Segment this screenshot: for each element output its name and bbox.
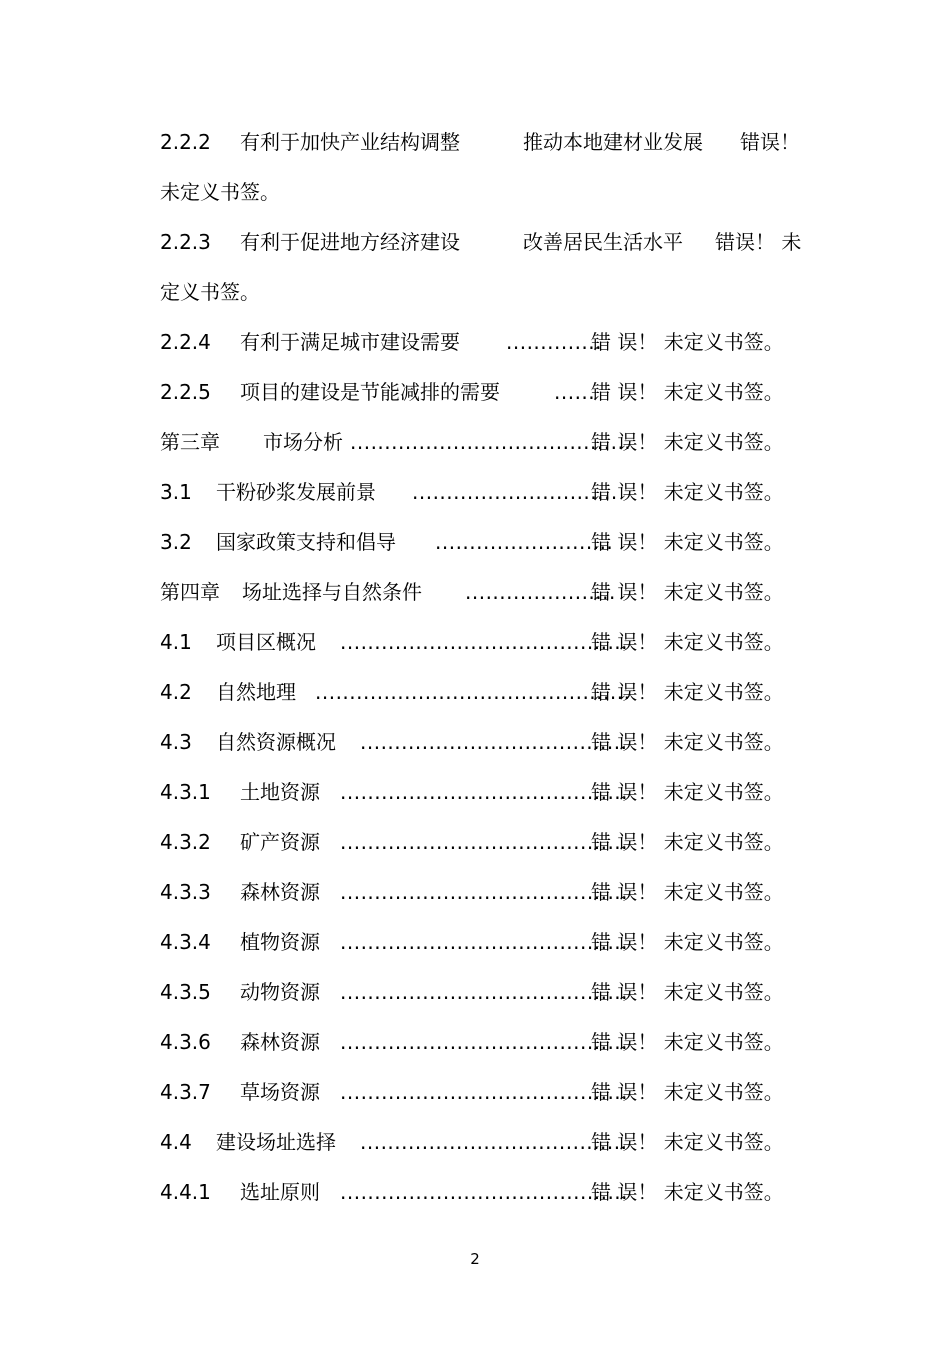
page-number: 2: [470, 1250, 480, 1268]
toc-entry-error-ref: 错 误！ 未定义书签。: [591, 930, 784, 954]
toc-entry-3-1[interactable]: [160, 467, 810, 517]
toc-entry-title: 自然资源概况: [216, 730, 336, 754]
toc-entry-4-3-6[interactable]: [160, 1017, 810, 1067]
toc-dot-leader: ..............: [506, 330, 603, 354]
toc-entry-title: 有利于加快产业结构调整: [240, 130, 460, 154]
toc-entry-number: 4.3.1: [160, 780, 211, 804]
toc-entry-title: 国家政策支持和倡导: [216, 530, 396, 554]
toc-entry-number: 2.2.5: [160, 380, 211, 404]
toc-entry-number: 4.3.7: [160, 1080, 211, 1104]
toc-entry-4-3-3[interactable]: [160, 867, 810, 917]
toc-entry-chapter-3[interactable]: [160, 417, 810, 467]
toc-entry-title: 森林资源: [240, 1030, 320, 1054]
toc-entry-number: 4.4.1: [160, 1180, 211, 1204]
toc-dot-leader: ..........................................: [340, 880, 629, 904]
toc-entry-title: 场址选择与自然条件: [242, 580, 422, 604]
table-of-contents: [160, 117, 810, 1217]
toc-dot-leader: ..........................................: [340, 1030, 629, 1054]
toc-entry-error-ref: 错 误！ 未定义书签。: [591, 630, 784, 654]
toc-entry-title: 项目区概况: [216, 630, 316, 654]
toc-dot-leader: ..........................................: [340, 630, 629, 654]
toc-entry-error-ref: 错 误！ 未定义书签。: [591, 730, 784, 754]
toc-entry-error-ref: 错 误！ 未定义书签。: [591, 530, 784, 554]
toc-entry-title: 草场资源: [240, 1080, 320, 1104]
toc-dot-leader: ..............................................: [315, 680, 631, 704]
toc-entry-error-ref: 错 误！ 未定义书签。: [591, 480, 784, 504]
toc-entry-number: 4.3.5: [160, 980, 211, 1004]
toc-entry-4-1[interactable]: [160, 617, 810, 667]
toc-entry-number: 4.4: [160, 1130, 192, 1154]
toc-dot-leader: ..........................................: [340, 830, 629, 854]
toc-entry-error-ref: 错 误！ 未定义书签。: [591, 430, 784, 454]
toc-dot-leader: ......: [554, 380, 596, 404]
toc-entry-4-3-5[interactable]: [160, 967, 810, 1017]
toc-entry-2-2-5[interactable]: [160, 367, 810, 417]
toc-entry-number: 2.2.4: [160, 330, 211, 354]
toc-entry-error-ref: 错 误！ 未定义书签。: [591, 1030, 784, 1054]
toc-entry-title: 森林资源: [240, 880, 320, 904]
toc-entry-title: 项目的建设是节能减排的需要: [240, 380, 500, 404]
toc-entry-error-ref: 错 误！ 未定义书签。: [591, 1130, 784, 1154]
toc-entry-error-ref: 错 误！ 未定义书签。: [591, 580, 784, 604]
toc-entry-title: 市场分析: [263, 430, 343, 454]
toc-entry-title: 选址原则: [240, 1180, 320, 1204]
toc-dot-leader: ..........................: [435, 530, 614, 554]
toc-entry-error-ref: 错 误！ 未定义书签。: [591, 680, 784, 704]
toc-dot-leader: .........................................: [350, 430, 632, 454]
toc-entry-error-ref: 错 误！ 未定义书签。: [591, 880, 784, 904]
toc-entry-error-ref: 错误！: [740, 130, 800, 154]
toc-entry-4-4[interactable]: [160, 1117, 810, 1167]
toc-entry-title: 有利于满足城市建设需要: [240, 330, 460, 354]
toc-entry-error-ref: 错 误！ 未定义书签。: [591, 980, 784, 1004]
toc-entry-error-ref: 错 误！ 未定义书签。: [591, 830, 784, 854]
toc-entry-title: 动物资源: [240, 980, 320, 1004]
toc-dot-leader: ......................: [465, 580, 616, 604]
toc-entry-error-ref: 错误！ 未: [715, 230, 802, 254]
toc-entry-number: 3.2: [160, 530, 192, 554]
toc-dot-leader: ..........................................: [340, 980, 629, 1004]
toc-entry-number: 4.1: [160, 630, 192, 654]
toc-entry-chapter-4[interactable]: [160, 567, 810, 617]
toc-entry-2-2-4[interactable]: [160, 317, 810, 367]
toc-entry-title: 自然地理: [216, 680, 296, 704]
toc-entry-title: 植物资源: [240, 930, 320, 954]
toc-entry-number: 第三章: [160, 430, 220, 454]
toc-entry-error-ref: 错 误！ 未定义书签。: [591, 330, 784, 354]
toc-dot-leader: ..........................................: [340, 930, 629, 954]
toc-entry-number: 第四章: [160, 580, 220, 604]
toc-entry-4-2[interactable]: [160, 667, 810, 717]
toc-entry-number: 4.3.6: [160, 1030, 211, 1054]
toc-entry-number: 4.3.3: [160, 880, 211, 904]
toc-dot-leader: ..............................: [412, 480, 618, 504]
toc-entry-number: 4.3: [160, 730, 192, 754]
toc-entry-title: 有利于促进地方经济建设: [240, 230, 460, 254]
toc-entry-4-3[interactable]: [160, 717, 810, 767]
toc-entry-title-continued: 改善居民生活水平: [523, 230, 683, 254]
toc-entry-title: 土地资源: [240, 780, 320, 804]
toc-entry-4-3-7[interactable]: [160, 1067, 810, 1117]
toc-entry-error-ref: 错 误！ 未定义书签。: [591, 380, 784, 404]
toc-entry-error-ref-continued: 定义书签。: [160, 280, 260, 304]
toc-entry-4-4-1[interactable]: [160, 1167, 810, 1217]
toc-entry-number: 4.3.2: [160, 830, 211, 854]
toc-dot-leader: ..........................................: [340, 1180, 629, 1204]
toc-entry-4-3-4[interactable]: [160, 917, 810, 967]
toc-dot-leader: .......................................: [360, 1130, 628, 1154]
toc-entry-number: 4.2: [160, 680, 192, 704]
toc-entry-title: 建设场址选择: [216, 1130, 336, 1154]
toc-dot-leader: ..........................................: [340, 780, 629, 804]
toc-entry-error-ref: 错 误！ 未定义书签。: [591, 1180, 784, 1204]
toc-dot-leader: .......................................: [360, 730, 628, 754]
toc-entry-title: 矿产资源: [240, 830, 320, 854]
toc-entry-number: 3.1: [160, 480, 192, 504]
toc-dot-leader: ..........................................: [340, 1080, 629, 1104]
toc-entry-4-3-1[interactable]: [160, 767, 810, 817]
toc-entry-error-ref-continued: 未定义书签。: [160, 180, 280, 204]
toc-entry-number: 2.2.3: [160, 230, 211, 254]
toc-entry-error-ref: 错 误！ 未定义书签。: [591, 780, 784, 804]
toc-entry-3-2[interactable]: [160, 517, 810, 567]
toc-entry-number: 4.3.4: [160, 930, 211, 954]
toc-entry-2-2-3[interactable]: [160, 217, 810, 317]
toc-entry-title-continued: 推动本地建材业发展: [523, 130, 703, 154]
toc-entry-4-3-2[interactable]: [160, 817, 810, 867]
toc-entry-2-2-2[interactable]: [160, 117, 810, 217]
toc-entry-number: 2.2.2: [160, 130, 211, 154]
toc-entry-error-ref: 错 误！ 未定义书签。: [591, 1080, 784, 1104]
toc-entry-title: 干粉砂浆发展前景: [216, 480, 376, 504]
